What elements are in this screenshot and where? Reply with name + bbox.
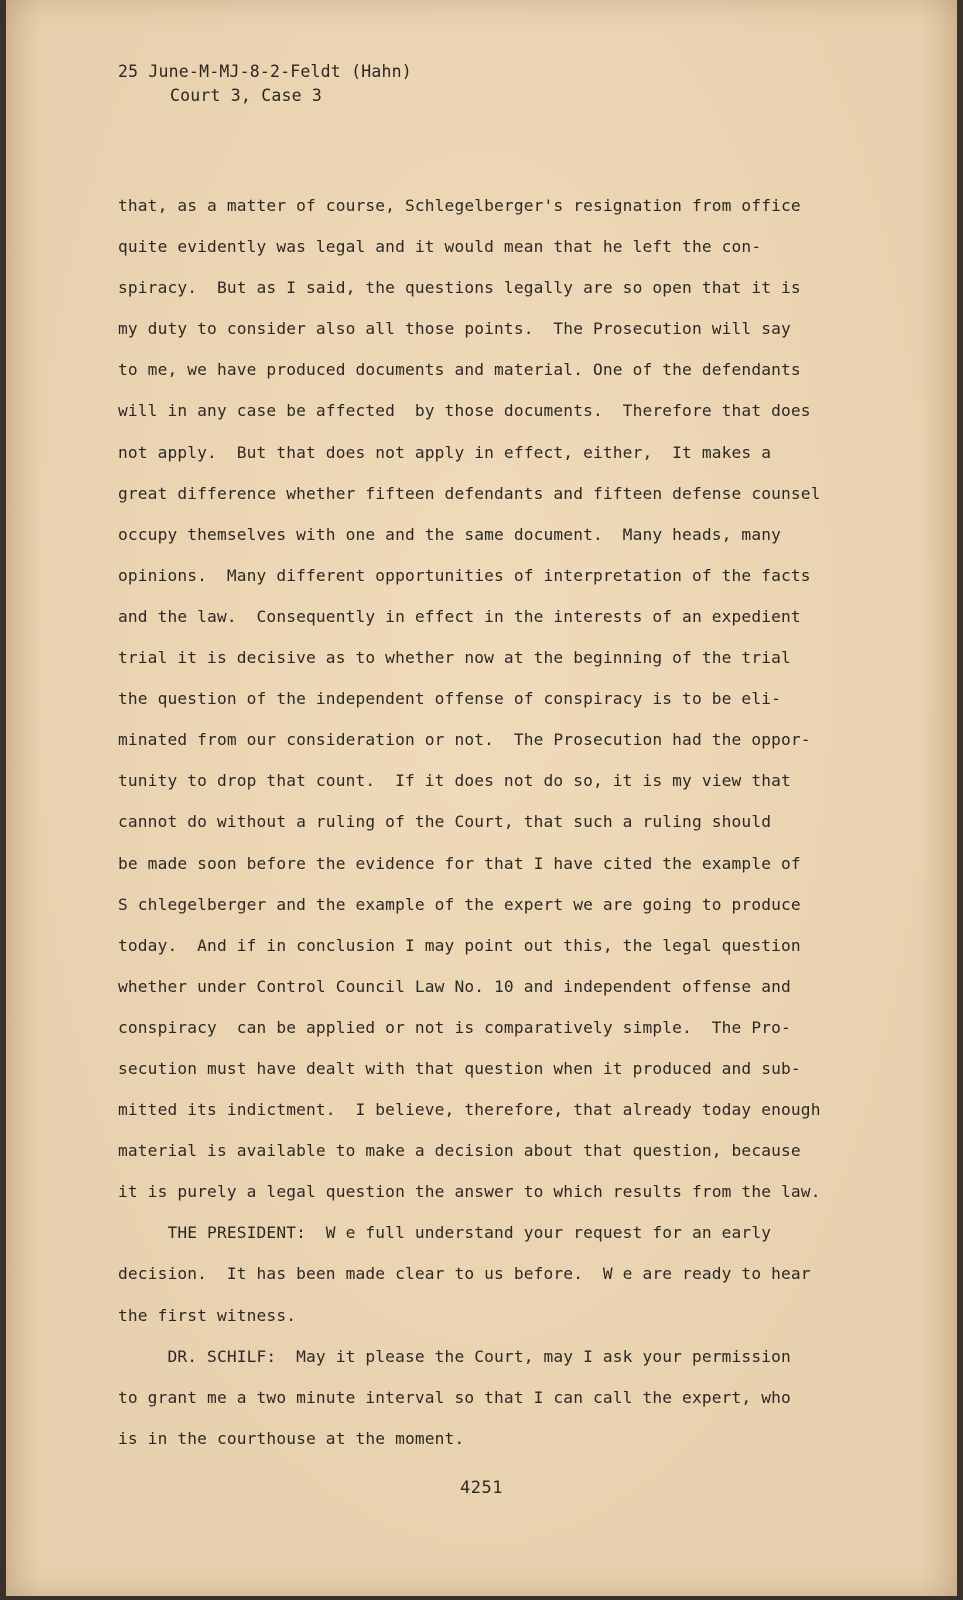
page-number: 4251 bbox=[460, 1478, 503, 1498]
text-line: S chlegelberger and the example of the expert we are going to produce bbox=[118, 894, 801, 914]
text-line: DR. SCHILF: May it please the Court, may I ask your permission bbox=[118, 1346, 791, 1366]
document-page bbox=[6, 0, 957, 1596]
text-line: material is available to make a decision about that question, because bbox=[118, 1141, 801, 1161]
text-line: THE PRESIDENT: W e full understand your request for an early bbox=[118, 1223, 772, 1243]
header-line-1: 25 June-M-MJ-8-2-Feldt (Hahn) bbox=[118, 62, 412, 81]
text-line: the question of the independent offense of conspiracy is to be eli- bbox=[118, 689, 782, 709]
text-line: decision. It has been made clear to us before. W e are ready to hear bbox=[118, 1264, 811, 1284]
text-line: cannot do without a ruling of the Court, that such a ruling should bbox=[118, 812, 772, 832]
text-line: occupy themselves with one and the same document. Many heads, many bbox=[118, 524, 782, 544]
document-header bbox=[118, 60, 412, 108]
text-line: secution must have dealt with that question when it produced and sub- bbox=[118, 1058, 801, 1078]
text-line: to grant me a two minute interval so that I can call the expert, who bbox=[118, 1387, 791, 1407]
text-line: minated from our consideration or not. The Prosecution had the oppor- bbox=[118, 730, 811, 750]
text-line: whether under Control Council Law No. 10 and independent offense and bbox=[118, 976, 791, 996]
text-line: conspiracy can be applied or not is comparatively simple. The Pro- bbox=[118, 1017, 791, 1037]
text-line: to me, we have produced documents and material. One of the defendants bbox=[118, 360, 801, 380]
text-line: be made soon before the evidence for that I have cited the example of bbox=[118, 853, 801, 873]
text-line: will in any case be affected by those documents. Therefore that does bbox=[118, 401, 811, 421]
text-line: great difference whether fifteen defendants and fifteen defense counsel bbox=[118, 483, 821, 503]
transcript-body bbox=[118, 185, 878, 1459]
header-line-2: Court 3, Case 3 bbox=[170, 86, 323, 105]
text-line: it is purely a legal question the answer to which results from the law. bbox=[118, 1182, 821, 1202]
text-line: tunity to drop that count. If it does not do so, it is my view that bbox=[118, 771, 791, 791]
text-line: today. And if in conclusion I may point out this, the legal question bbox=[118, 935, 801, 955]
text-line: is in the courthouse at the moment. bbox=[118, 1428, 465, 1448]
text-line: opinions. Many different opportunities of interpretation of the facts bbox=[118, 565, 811, 585]
text-line: quite evidently was legal and it would mean that he left the con- bbox=[118, 237, 762, 257]
text-line: trial it is decisive as to whether now at the beginning of the trial bbox=[118, 648, 791, 668]
text-line: not apply. But that does not apply in effect, either, It makes a bbox=[118, 442, 772, 462]
text-line: the first witness. bbox=[118, 1305, 297, 1325]
text-line: mitted its indictment. I believe, therefore, that already today enough bbox=[118, 1100, 821, 1120]
text-line: and the law. Consequently in effect in the interests of an expedient bbox=[118, 606, 801, 626]
text-line: my duty to consider also all those points. The Prosecution will say bbox=[118, 319, 791, 339]
text-line: spiracy. But as I said, the questions legally are so open that it is bbox=[118, 278, 801, 298]
text-line: that, as a matter of course, Schlegelberger's resignation from office bbox=[118, 196, 801, 215]
